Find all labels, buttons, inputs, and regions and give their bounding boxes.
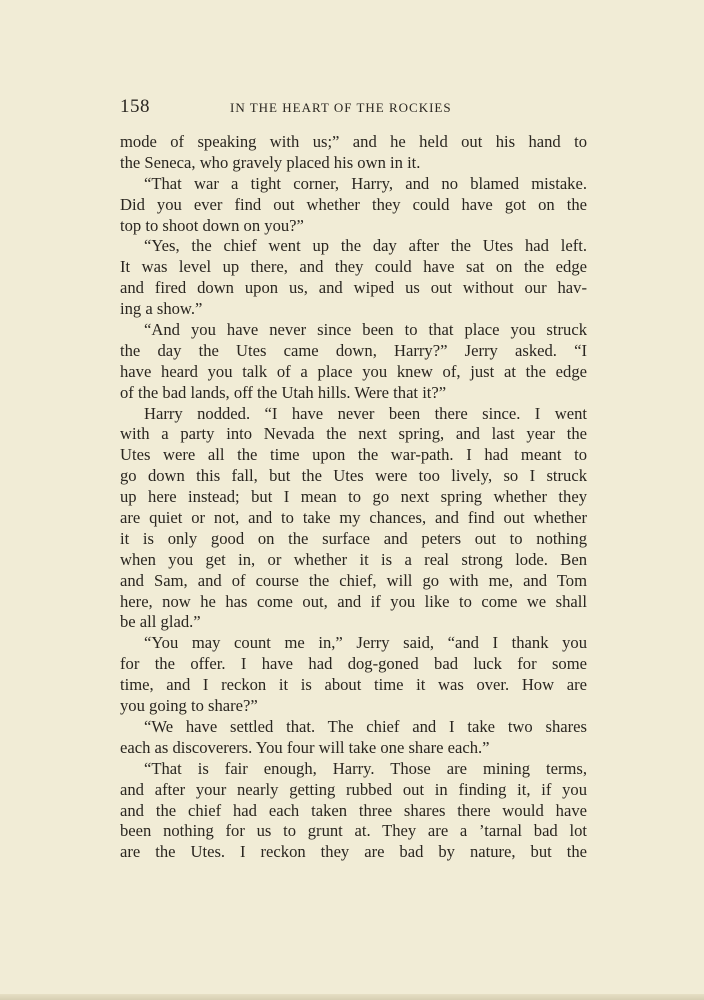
text-line: you going to share?” [120, 696, 258, 716]
text-line: here, now he has come out, and if you like to come we shall [120, 591, 587, 611]
text-line: top to shoot down on you?” [120, 215, 304, 235]
text-line: Harry nodded. “I have never been there since. I went [144, 403, 587, 423]
text-line: mode of speaking with us;” and he held out his hand to [120, 132, 587, 151]
text-line: “That is fair enough, Harry. Those are mining terms, [144, 758, 587, 778]
text-line: It was level up there, and they could have sat on the edge [120, 257, 587, 277]
text-line: ing a show.” [120, 299, 203, 319]
text-line: it is only good on the surface and peters out to nothing [120, 528, 587, 548]
text-line: up here instead; but I mean to go next spring whether they [120, 487, 587, 507]
text-line: have heard you talk of a place you knew of, just at the edge [120, 361, 587, 381]
text-line: Did you ever find out whether they could have got on the [120, 194, 587, 214]
text-line: each as discoverers. You four will take one share each.” [120, 737, 490, 757]
text-line: are the Utes. I reckon they are bad by nature, but the [120, 842, 587, 862]
text-line: and fired down upon us, and wiped us out without our hav- [120, 278, 587, 298]
text-line: with a party into Nevada the next spring, and last year the [120, 424, 587, 444]
text-line: the Seneca, who gravely placed his own in it. [120, 152, 421, 172]
running-title: IN THE HEART OF THE ROCKIES [230, 100, 452, 115]
text-line: are quiet or not, and to take my chances, and find out whether [120, 508, 587, 528]
text-line: “You may count me in,” Jerry said, “and I thank you [144, 633, 587, 653]
text-line: time, and I reckon it is about time it was over. How are [120, 675, 587, 695]
text-line: the day the Utes came down, Harry?” Jerry asked. “I [120, 340, 587, 360]
text-line: go down this fall, but the Utes were too lively, so I struck [120, 466, 587, 486]
text-line: been nothing for us to grunt at. They are a ’tarnal bad lot [120, 821, 587, 841]
text-line: and after your nearly getting rubbed out in finding it, if you [120, 779, 587, 799]
text-line: for the offer. I have had dog-goned bad luck for some [120, 654, 587, 674]
text-line: Utes were all the time upon the war-path. I had meant to [120, 445, 587, 465]
running-head [120, 96, 587, 120]
page-bottom-edge [0, 994, 704, 1000]
page-number: 158 [120, 96, 150, 117]
text-line: “We have settled that. The chief and I take two shares [144, 716, 587, 736]
text-line: and Sam, and of course the chief, will go with me, and Tom [120, 570, 587, 590]
text-line: and the chief had each taken three shares there would have [120, 800, 587, 820]
text-line: when you get in, or whether it is a real strong lode. Ben [120, 549, 587, 569]
body-text [120, 132, 587, 863]
text-line: “And you have never since been to that place you struck [144, 320, 587, 340]
text-line: of the bad lands, off the Utah hills. Were that it?” [120, 382, 447, 402]
text-line: “Yes, the chief went up the day after the Utes had left. [144, 236, 587, 256]
text-line: be all glad.” [120, 612, 201, 632]
text-line: “That war a tight corner, Harry, and no blamed mistake. [144, 173, 587, 193]
